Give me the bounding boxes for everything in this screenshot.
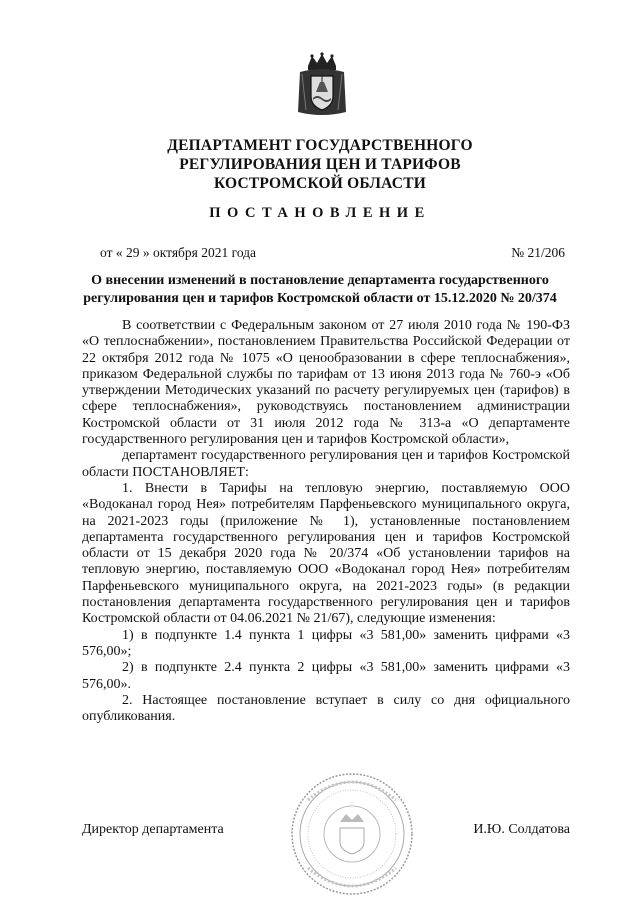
document-type-title: ПОСТАНОВЛЕНИЕ: [209, 205, 431, 221]
preamble-paragraph: В соответствии с Федеральным законом от 27 июля 2010 года № 190-ФЗ «О теплоснабжении», постановлением Правительства Российской Федерации от 22 октября 2012 года № 1075 «О ценообразовании в сфере теплоснабжения», приказом Федеральной службы по тарифам от 13 июня 2013 года № 760-э «Об утверждении Методических указаний по расчету регулируемых цен (тарифов) в сфере теплоснабжения», руководствуясь постановлением администрации Костромской области от 31 июля 2012 года № 313-а «О департаменте государственного регулирования цен и тарифов Костромской области»,: [82, 318, 570, 448]
subject-line-1: О внесении изменений в постановление департамента государственного: [91, 273, 549, 288]
subject-line-2: регулирования цен и тарифов Костромской области от 15.12.2020 № 20/374: [83, 291, 557, 306]
clause-2-paragraph: 2. Настоящее постановление вступает в силу со дня официального опубликования.: [82, 692, 570, 725]
department-name-line-2: РЕГУЛИРОВАНИЯ ЦЕН И ТАРИФОВ: [179, 156, 461, 173]
resolution-paragraph: департамент государственного регулирования цен и тарифов Костромской области ПОСТАНОВЛЯЕТ:: [82, 448, 570, 480]
kostroma-coat-of-arms-icon: [296, 52, 348, 118]
document-subject: [60, 272, 580, 308]
document-number: № 21/206: [511, 245, 565, 260]
official-seal-icon: [288, 770, 416, 898]
signatory-name: И.Ю. Солдатова: [473, 822, 570, 837]
clause-1-paragraph: 1. Внести в Тарифы на тепловую энергию, поставляемую ООО «Водоканал город Нея» потребителям Парфеньевского муниципального округа, на 2021-2023 годы (приложение № 1), установленные постановлением департамента государственного регулирования цен и тарифов Костромской области от 15 декабря 2020 года № 20/374 «Об установлении тарифов на тепловую энергию, поставляемую ООО «Водоканал город Нея» потребителям Парфеньевского муниципального округа, на 2021-2023 годы» (в редакции постановления департамента государственного регулирования цен и тарифов Костромской области от 04.06.2021 № 21/67), следующие изменения:: [82, 480, 570, 627]
clause-1-subitem-1: 1) в подпункте 1.4 пункта 1 цифры «3 581,00» заменить цифрами «3 576,00»;: [82, 627, 570, 659]
document-date: от « 29 » октября 2021 года: [100, 245, 257, 260]
document-body: [82, 318, 570, 725]
department-name-line-1: ДЕПАРТАМЕНТ ГОСУДАРСТВЕННОГО: [167, 137, 473, 154]
signatory-position: Директор департамента: [82, 822, 224, 837]
clause-1-subitem-2: 2) в подпункте 2.4 пункта 2 цифры «3 581,00» заменить цифрами «3 576,00».: [82, 660, 570, 692]
department-name-line-3: КОСТРОМСКОЙ ОБЛАСТИ: [213, 175, 426, 192]
